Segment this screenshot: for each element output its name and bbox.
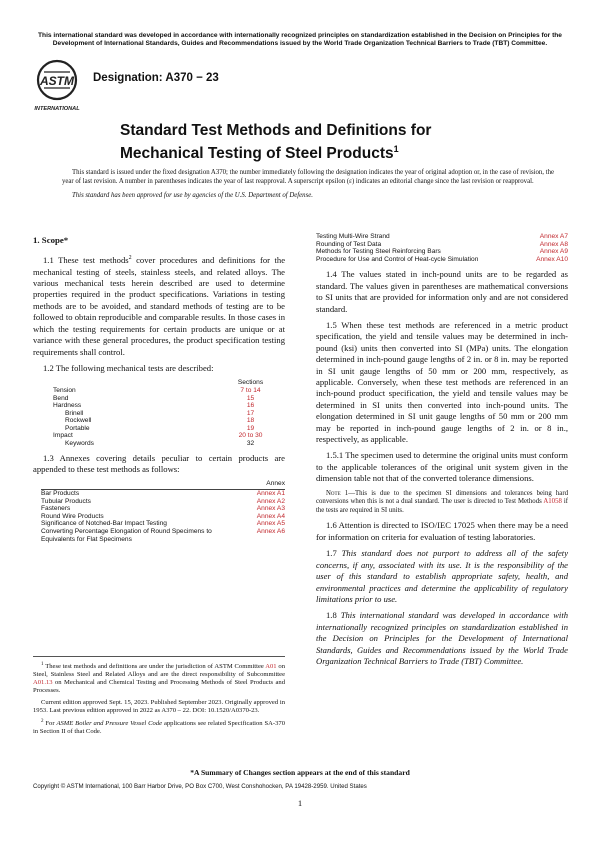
designation: Designation: A370 − 23 <box>93 72 219 84</box>
annex-table-continued <box>316 233 568 263</box>
annex-table <box>41 480 285 543</box>
table-row: Portable 19 <box>53 425 283 433</box>
section-1-5: 1.5 When these test methods are referenced in a metric product specification, the yield and tensile values may be determined in inch-pound (ksi) units then converted into SI (MPa) units. The elongation determined in inch-pound gauge lengths of 2 in. or 8 in. may be reported in SI unit gauge lengths of 50 mm or 200 mm, respectively, as applicable. Conversely, when these test methods are referenced in an inch-pound product specification, the yield and tensile values may be determined in SI units then converted into inch-pound units. The elongation determined in SI unit gauge lengths of 50 mm or 200 mm may be reported in inch-pound gauge lengths of 2 in. or 8 in., respectively, as applicable. <box>316 320 568 445</box>
section-1-1: 1.1 These test methods$^2$ cover procedures and definitions for the mechanical testing of steels, stainless steels, and related alloys. The various mechanical tests herein described are used to determine properties required in the product specifications. Variations in testing methods are to be avoided, and standard methods of testing are to be followed to obtain reproducible and comparable results. In those cases in which the testing requirements for certain products are unique or at variance with these general procedures, the product specification testing requirements shall control. <box>33 255 286 357</box>
tests-table <box>53 379 283 447</box>
table-row: Hardness 16 <box>53 402 283 410</box>
annex-link[interactable]: Annex A5 <box>256 520 285 528</box>
table-row: Rounding of Test Data Annex A8 <box>316 240 568 248</box>
footnote-1-edition: Current edition approved Sept. 15, 2023. Published September 2023. Originally approved in 1953. Last previous edition approved in 2022 as A370 – 22. DOI: 10.1520/A0370-23. <box>33 698 285 714</box>
annex-link[interactable]: Annex A9 <box>539 248 568 256</box>
section-1-5-1: 1.5.1 The specimen used to determine the original units must conform to the applicable tolerances of the original unit system given in the dimension table not that of the converted tolerance dimensions. <box>316 450 568 484</box>
section-1-7: 1.7 This standard does not purport to address all of the safety concerns, if any, associated with its use. It is the responsibility of the user of this standard to establish appropriate safety, health, and environmental practices and determine the applicability of regulatory limitations prior to use. <box>316 548 569 604</box>
table-row: Converting Percentage Elongation of Round Specimens to Annex A6 <box>41 528 285 536</box>
table-row: Equivalents for Flat Specimens <box>41 535 132 543</box>
page-number: 1 <box>297 798 303 808</box>
section-link[interactable]: 20 to 30 <box>238 432 263 440</box>
note-1: Note 1—This is due to the specimen SI dimensions and tolerances being hard conversions when this is not a dual standard. The user is directed to Test Methods A1058 if the tests are required in SI units. <box>316 489 569 514</box>
table-row: Brinell 17 <box>53 410 283 418</box>
table-row: Procedure for Use and Control of Heat-cycle Simulation Annex A10 <box>316 255 568 263</box>
annex-link[interactable]: Annex A10 <box>536 255 568 263</box>
table-row: Methods for Testing Steel Reinforcing Bars Annex A9 <box>316 248 568 256</box>
table-row: Keywords 32 <box>53 440 283 448</box>
astm-logo-icon <box>32 58 82 114</box>
section-1-2: 1.2 The following mechanical tests are described: <box>43 362 214 373</box>
table-row: Impact 20 to 30 <box>53 432 283 440</box>
table-row: Bar Products Annex A1 <box>41 490 285 498</box>
dod-approval-note: This standard has been approved for use by agencies of the U.S. Department of Defense. <box>72 192 313 199</box>
top-notice: This international standard was developed in accordance with internationally recognized principles on standardization established in the Decision on Principles for the Development of International Standards, Guides and Recommendations issued by the World Trade Organization Technical Barriers to Trade (TBT) Committee. <box>38 32 562 47</box>
section-1-3: 1.3 Annexes covering details peculiar to certain products are appended to these test methods as follows: <box>33 452 285 475</box>
section-link[interactable]: 15 <box>246 394 255 402</box>
logo-subtext: INTERNATIONAL <box>34 106 80 112</box>
subcommittee-link[interactable]: A01.13 <box>33 679 53 687</box>
document-title <box>120 122 560 163</box>
annex-link[interactable]: Annex A8 <box>539 240 568 248</box>
summary-of-changes-note: *A Summary of Changes section appears at the end of this standard <box>190 768 410 777</box>
table-row: Bend 15 <box>53 395 283 403</box>
section-1-6: 1.6 Attention is directed to ISO/IEC 17025 when there may be a need for information on criteria for evaluation of testing laboratories. <box>316 520 568 542</box>
intro-block <box>62 168 562 205</box>
section-link[interactable]: 7 to 14 <box>240 386 261 394</box>
intro-paragraph: This standard is issued under the fixed designation A370; the number immediately following the designation indicates the year of original adoption or, in the case of revision, the year of last revision. A number in parentheses indicates the year of last reapproval. A superscript epsilon (ε) indicates an editorial change since the last revision or reapproval. <box>62 169 555 185</box>
title-footnote-mark: 1 <box>393 144 399 154</box>
committee-link[interactable]: A01 <box>265 663 277 671</box>
section-link[interactable]: 16 <box>246 402 255 410</box>
footnotes <box>33 656 285 739</box>
a1058-link[interactable]: A1058 <box>543 498 562 506</box>
annex-link[interactable]: Annex A6 <box>256 528 285 536</box>
copyright: Copyright © ASTM International, 100 Barr Harbor Drive, PO Box C700, West Conshohocken, PA 19428-2959. United States <box>33 783 367 790</box>
section-link[interactable]: 17 <box>246 409 255 417</box>
table-row: Round Wire Products Annex A4 <box>41 512 285 520</box>
section-1-8: 1.8 This international standard was developed in accordance with internationally recognized principles on standardization established in the Decision on Principles for the Development of International Standards, Guides and Recommendations issued by the World Trade Organization Technical Barriers to Trade (TBT) Committee. <box>316 610 569 666</box>
footnote-1: $^1$ These test methods and definitions are under the jurisdiction of ASTM Committee A01 on Steel, Stainless Steel and Related Alloys and are the direct responsibility of Subcommittee A01.13 on Mechanical and Chemical Testing and Processing Methods of Steel Products and Processes. <box>33 662 285 695</box>
logo-text: ASTM <box>40 74 74 88</box>
section-link[interactable]: 19 <box>246 424 255 432</box>
title-line-1: Standard Test Methods and Definitions for <box>120 122 432 139</box>
section-link[interactable]: 18 <box>246 417 255 425</box>
annex-header: Annex <box>245 480 285 489</box>
tests-header: Sections <box>237 379 264 387</box>
scope-heading: 1. Scope* <box>33 235 69 245</box>
table-row: Fasteners Annex A3 <box>41 505 285 513</box>
annex-link[interactable]: Annex A1 <box>256 490 285 498</box>
table-row: Rockwell 18 <box>53 417 283 425</box>
section-1-4: 1.4 The values stated in inch-pound units are to be regarded as standard. The values given in parentheses are mathematical conversions to SI units that are provided for information only and are not considered standard. <box>316 269 568 314</box>
astm-logo <box>32 58 82 114</box>
annex-link[interactable]: Annex A2 <box>256 497 285 505</box>
table-row: Significance of Notched-Bar Impact Testing Annex A5 <box>41 520 285 528</box>
footnote-2: $^2$ For ASME Boiler and Pressure Vessel Code applications see related Specification SA-370 in Section II of that Code. <box>33 718 285 736</box>
table-row: Testing Multi-Wire Strand Annex A7 <box>316 233 568 240</box>
left-column <box>33 233 285 549</box>
title-line-2: Mechanical Testing of Steel Products <box>120 145 394 163</box>
right-column <box>316 233 568 672</box>
table-row: Tension 7 to 14 <box>53 387 283 395</box>
annex-link[interactable]: Annex A7 <box>539 233 568 240</box>
section-value: 32 <box>246 440 255 448</box>
table-row: Tubular Products Annex A2 <box>41 497 285 505</box>
annex-link[interactable]: Annex A3 <box>256 505 285 513</box>
annex-link[interactable]: Annex A4 <box>256 512 285 520</box>
